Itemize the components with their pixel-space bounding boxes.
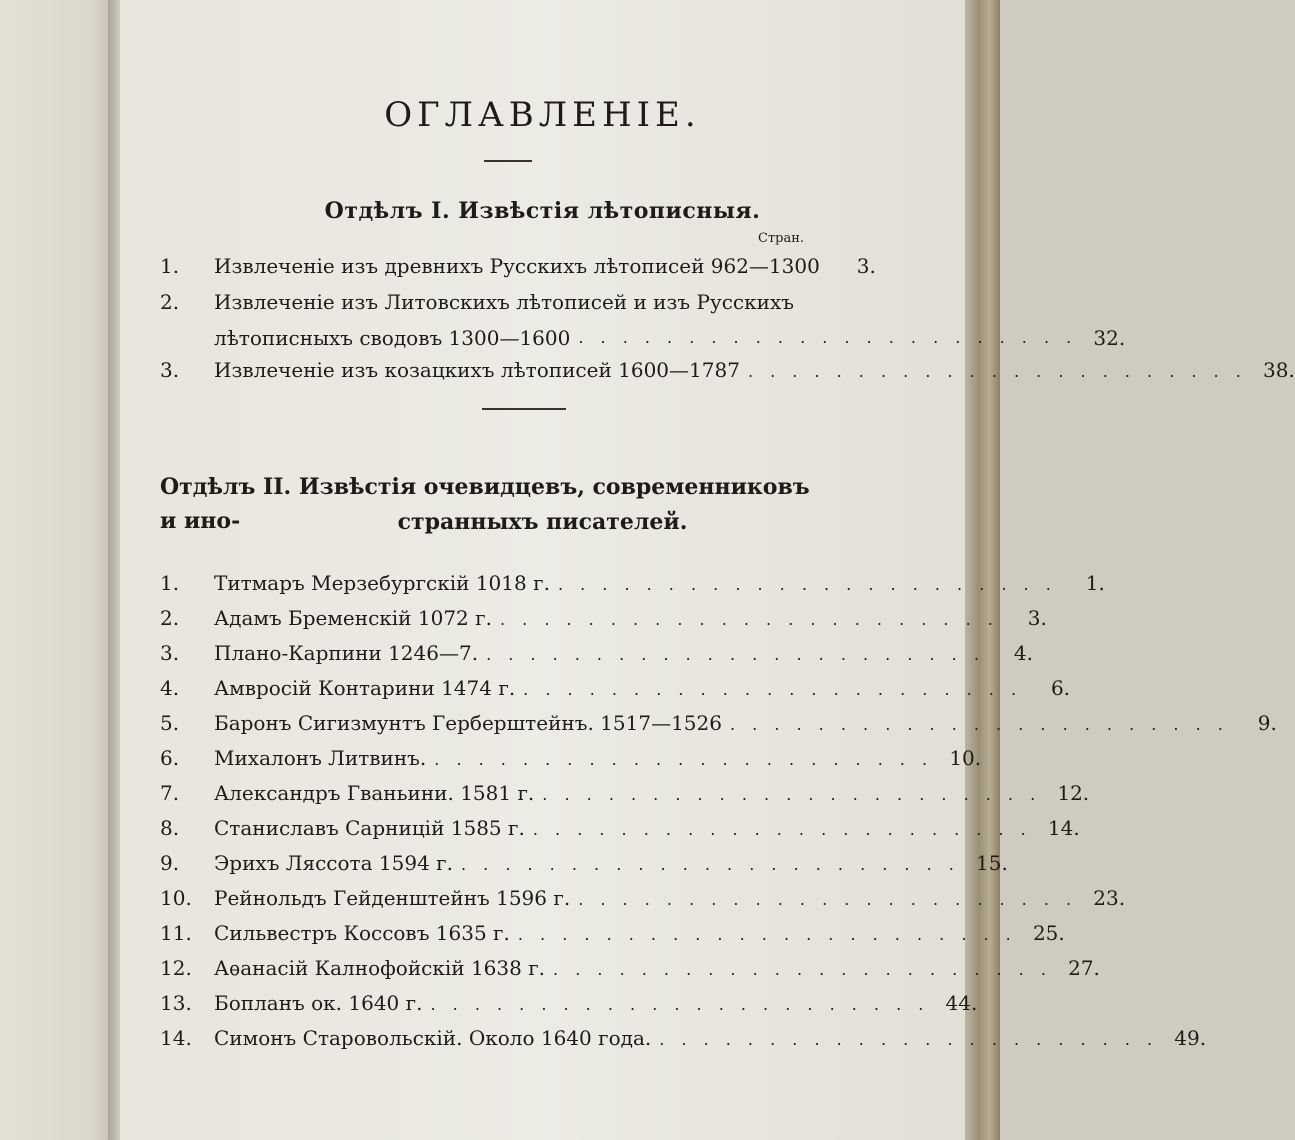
toc-entry: 2. Адамъ Бременскій 1072 г. . . . . . . . . . . . . . . . . . . . . . . . 3.: [160, 606, 1047, 630]
section-rule: [482, 408, 566, 410]
toc-entry: 3. Плано-Карпини 1246—7. . . . . . . . . . . . . . . . . . . . . . . . 4.: [160, 641, 1033, 665]
section2-heading: Отдѣлъ II. Извѣстія очевидцевъ, современниковъ и ино-: [160, 474, 810, 534]
toc-entry: 14. Симонъ Старовольскій. Около 1640 года. . . . . . . . . . . . . . . . . . . . . . . . 49.: [160, 1026, 1207, 1050]
toc-entry: 13. Бопланъ ок. 1640 г. . . . . . . . . . . . . . . . . . . . . . . . 44.: [160, 991, 978, 1015]
toc-entry: 7. Александръ Гваньини. 1581 г. . . . . . . . . . . . . . . . . . . . . . . . 12.: [160, 781, 1090, 805]
toc-entry: 9. Эрихъ Ляссота 1594 г. . . . . . . . . . . . . . . . . . . . . . . . 15.: [160, 851, 1008, 875]
toc-entry: 6. Михалонъ Литвинъ. . . . . . . . . . . . . . . . . . . . . . . . 10.: [160, 746, 982, 770]
toc-entry: 10. Рейнольдъ Гейденштейнъ 1596 г. . . . . . . . . . . . . . . . . . . . . . . . 23.: [160, 886, 1126, 910]
page-title: ОГЛАВЛЕНІЕ.: [384, 95, 701, 135]
toc-entry: 2. Извлеченіе изъ Литовскихъ лѣтописей и изъ Русскихъ: [160, 290, 794, 314]
toc-entry: 12. Аѳанасій Калнофойскій 1638 г. . . . . . . . . . . . . . . . . . . . . . . . 27.: [160, 956, 1100, 980]
toc-entry: 1. Извлеченіе изъ древнихъ Русскихъ лѣтописей 962—1300 3.: [160, 254, 876, 278]
page-column-header: Стран.: [758, 231, 805, 246]
toc-entry: 3. Извлеченіе изъ козацкихъ лѣтописей 1600—1787 . . . . . . . . . . . . . . . . . . . . . . . 38.: [160, 358, 1295, 382]
toc-entry: 11. Сильвестръ Коссовъ 1635 г. . . . . . . . . . . . . . . . . . . . . . . . 25.: [160, 921, 1065, 945]
toc-entry: 5. Баронъ Сигизмунтъ Герберштейнъ. 1517—1526 . . . . . . . . . . . . . . . . . . . . . . . 9.: [160, 711, 1277, 735]
toc-entry-continuation: лѣтописныхъ сводовъ 1300—1600 . . . . . . . . . . . . . . . . . . . . . . . 32.: [214, 326, 1126, 350]
title-rule: [484, 160, 532, 162]
section1-heading: Отдѣлъ I. Извѣстія лѣтописныя.: [324, 198, 761, 224]
book-page: [120, 0, 1295, 1140]
section2-heading-cont: странныхъ писателей.: [397, 509, 688, 535]
toc-entry: 8. Станиславъ Сарницій 1585 г. . . . . . . . . . . . . . . . . . . . . . . . 14.: [160, 816, 1080, 840]
left-page-edge: [0, 0, 112, 1140]
toc-entry: 4. Амвросій Контарини 1474 г. . . . . . . . . . . . . . . . . . . . . . . . 6.: [160, 676, 1071, 700]
toc-entry: 1. Титмаръ Мерзебургскій 1018 г. . . . . . . . . . . . . . . . . . . . . . . . 1.: [160, 571, 1105, 595]
